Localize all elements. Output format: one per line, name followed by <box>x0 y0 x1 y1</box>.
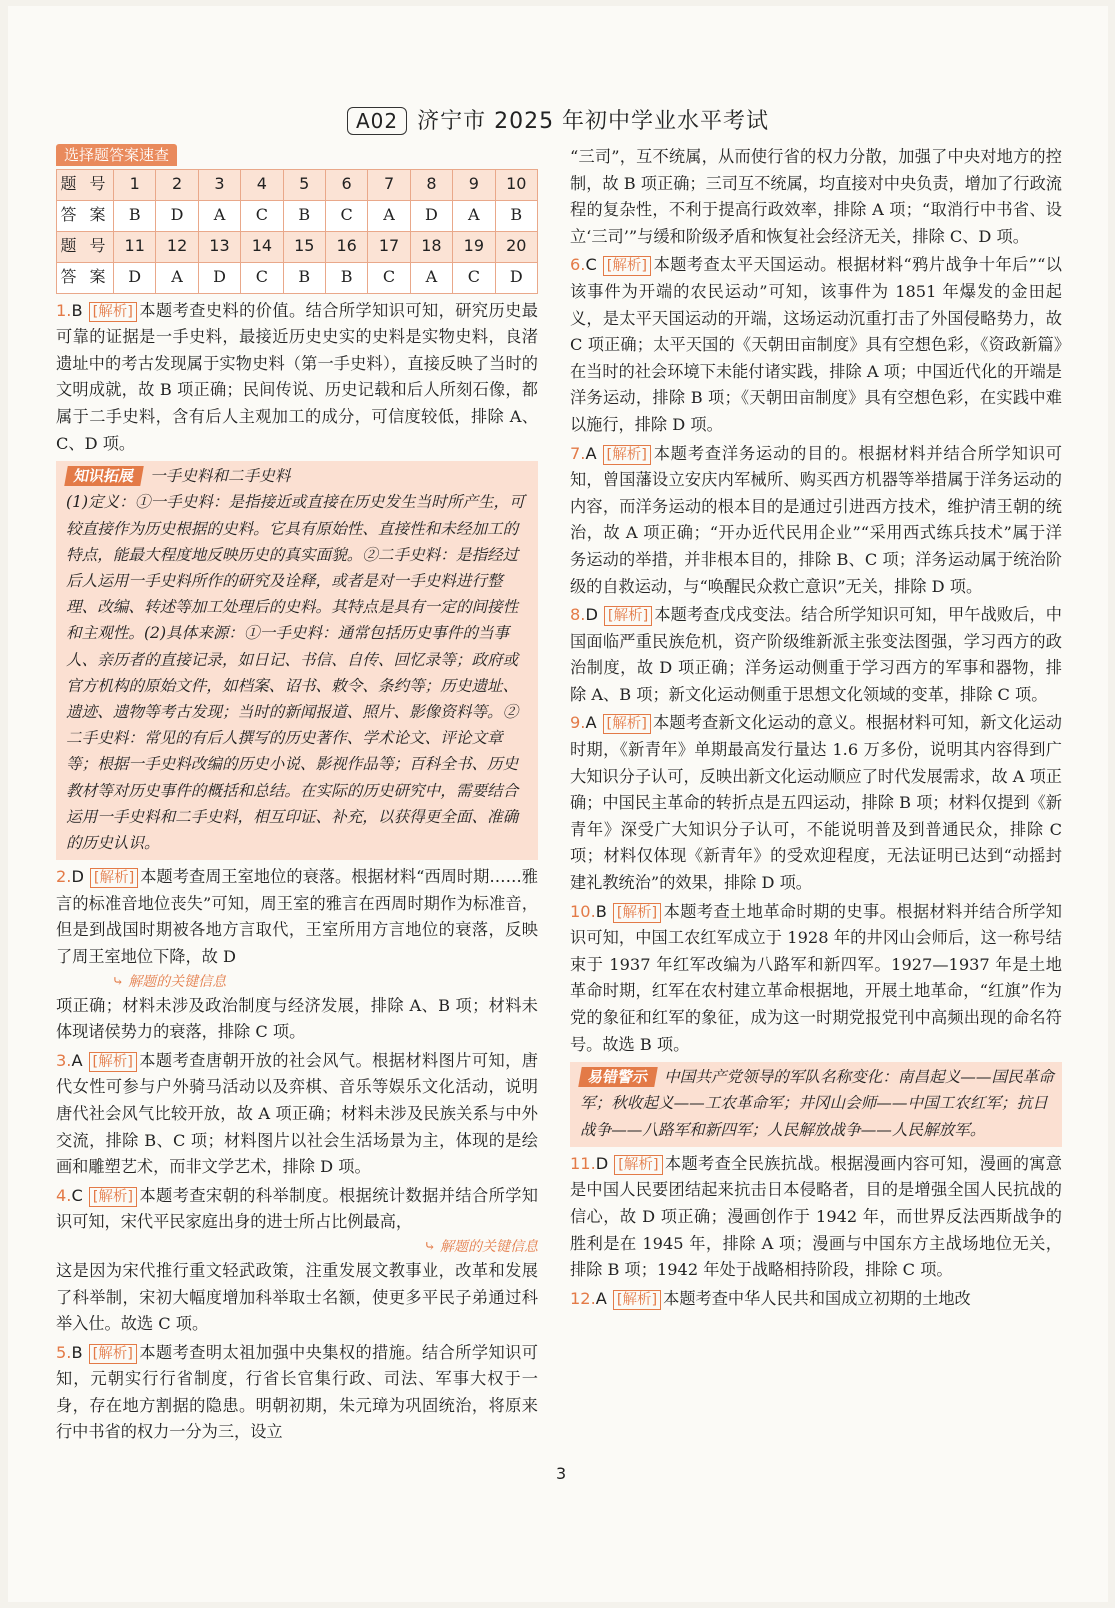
answer-letter: A <box>585 443 597 463</box>
table-cell: A <box>453 200 495 231</box>
answer-table <box>56 169 538 294</box>
item-number: 6. <box>570 255 586 275</box>
analysis-text-cont: 这是因为宋代推行重文轻武政策，注重发展文教事业，改革和发展了科举制，宋初大幅度增加科举取士名额，使更多平民子弟通过科举入仕。故选 C 项。 <box>56 1260 538 1334</box>
table-cell: A <box>410 262 452 293</box>
table-cell: C <box>325 200 367 231</box>
item-number: 9. <box>570 713 586 733</box>
paper-code-badge: A02 <box>347 107 407 135</box>
table-cell: A <box>368 200 410 231</box>
table-cell: C <box>241 200 283 231</box>
q-label: 题 号 <box>57 169 114 200</box>
answer-item-3 <box>56 1048 538 1181</box>
table-cell: 1 <box>114 169 156 200</box>
answer-item-2 <box>56 864 538 1046</box>
answer-letter: A <box>71 1050 83 1070</box>
table-cell: 8 <box>410 169 452 200</box>
analysis-text: 本题考查史料的价值。结合所学知识可知，研究历史最可靠的证据是一手史料，最接近历史史实的史料是实物史料，良渚遗址中的考古发现属于实物史料（第一手史料），直接反映了当时的文明成就，故 B 项正确；民间传说、历史记载和后人所刻石像，都属于二手史料，含有后人主观加工的成分，可信度较低，排除 A、C、D 项。 <box>56 300 538 453</box>
knowledge-box <box>56 461 538 860</box>
item-number: 10. <box>570 901 596 921</box>
box-heading: 易错警示 <box>578 1067 658 1087</box>
left-column <box>56 142 538 1446</box>
table-cell: A <box>198 200 240 231</box>
analysis-text: 本题考查戊戌变法。结合所学知识可知，甲午战败后，中国面临严重民族危机，资产阶级维新派主张变法图强，学习西方的政治制度，故 D 项正确；洋务运动侧重于学习西方的军事和器物，排除 A、B 项；新文化运动侧重于思想文化领域的变革，排除 C 项。 <box>570 605 1062 704</box>
paper-title: 济宁市 2025 年初中学业水平考试 <box>417 109 770 134</box>
table-cell: 2 <box>156 169 198 200</box>
box-title: 一手史料和二手史料 <box>150 467 291 486</box>
table-cell: 9 <box>453 169 495 200</box>
answer-item-7 <box>570 441 1062 601</box>
item-number: 3. <box>56 1050 72 1070</box>
answer-letter: B <box>71 300 83 320</box>
table-cell: C <box>241 262 283 293</box>
analysis-tag: [解析] <box>89 1187 137 1207</box>
answer-item-8 <box>570 602 1062 708</box>
key-info-note: ⤷ 解题的关键信息 <box>423 1238 538 1255</box>
right-column <box>570 142 1062 1312</box>
answer-item-1 <box>56 298 538 458</box>
table-cell: C <box>453 262 495 293</box>
analysis-text: 本题考查全民族抗战。根据漫画内容可知，漫画的寓意是中国人民要团结起来抗击日本侵略者，目的是增强全国人民抗战的信心，故 D 项正确；漫画创作于 1942 年，而世界反法西斯战争的胜利是在 1945 年，排除 A 项；漫画与中国东方主战场地位无关，排除 B 项；1942 年处于战略相持阶段，排除 C 项。 <box>570 1153 1062 1280</box>
analysis-text: 本题考查明太祖加强中央集权的措施。结合所学知识可知，元朝实行行省制度，行省长官集行政、司法、军事大权于一身，存在地方割据的隐患。明朝初期，朱元璋为巩固统治，将原来行中书省的权力一分为三，设立 <box>56 1342 538 1442</box>
table-cell: 6 <box>325 169 367 200</box>
page-header <box>8 104 1108 135</box>
q-label: 题 号 <box>57 231 114 262</box>
analysis-tag: [解析] <box>89 1344 137 1364</box>
table-row <box>57 231 538 262</box>
answer-letter: D <box>595 1153 609 1173</box>
analysis-text: 本题考查唐朝开放的社会风气。根据材料图片可知，唐代女性可参与户外骑马活动以及弈棋、音乐等娱乐文化活动，说明唐代社会风气比较开放，故 A 项正确；材料未涉及民族关系与中外交流，排除 B、C 项；材料图片以社会生活场景为主，体现的是绘画和雕塑艺术，而非文学艺术，排除 D 项。 <box>56 1050 538 1177</box>
answer-item-11 <box>570 1151 1062 1284</box>
table-cell: 10 <box>495 169 537 200</box>
table-row <box>57 262 538 293</box>
page-sheet <box>8 6 1108 1602</box>
mistake-warning-box <box>570 1062 1062 1147</box>
table-cell: 4 <box>241 169 283 200</box>
item-number: 11. <box>570 1153 596 1173</box>
answer-letter: C <box>585 255 597 275</box>
item-number: 5. <box>56 1342 72 1362</box>
table-cell: B <box>283 262 325 293</box>
answer-letter: B <box>71 1342 83 1362</box>
table-cell: A <box>156 262 198 293</box>
table-cell: 16 <box>325 231 367 262</box>
table-cell: 11 <box>114 231 156 262</box>
answer-item-9 <box>570 710 1062 896</box>
answer-letter: B <box>595 901 607 921</box>
analysis-tag: [解析] <box>613 1290 661 1310</box>
a-label: 答 案 <box>57 200 114 231</box>
analysis-text: 本题考查宋朝的科举制度。根据统计数据并结合所学知识可知，宋代平民家庭出身的进士所占比例最高， <box>56 1185 538 1232</box>
table-cell: B <box>114 200 156 231</box>
key-info-note: ⤷ 解题的关键信息 <box>56 973 227 990</box>
item-number: 8. <box>570 605 586 625</box>
table-row <box>57 169 538 200</box>
item-number: 2. <box>56 867 72 887</box>
table-cell: 13 <box>198 231 240 262</box>
answer-item-10 <box>570 899 1062 1059</box>
table-row <box>57 200 538 231</box>
item-number: 1. <box>56 300 72 320</box>
box-text: 中国共产党领导的军队名称变化：南昌起义——国民革命军；秋收起义——工农革命军；井冈山会师——中国工农红军；抗日战争——八路军和新四军；人民解放战争——人民解放军。 <box>580 1068 1054 1139</box>
box-text: (1)定义：①一手史料：是指接近或直接在历史发生当时所产生，可较直接作为历史根据的史料。它具有原始性、直接性和未经加工的特点，能最大程度地反映历史的真实面貌。②二手史料：是指经过后人运用一手史料所作的研究及诠释，或者是对一手史料进行整理、改编、转述等加工处理后的史料。其特点是具有一定的间接性和主观性。(2)具体来源：①一手史料：通常包括历史事件的当事人、亲历者的直接记录，如日记、书信、自传、回忆录等；政府或官方机构的原始文件，如档案、诏书、敕令、条约等；历史遗址、遗迹、遗物等考古发现；当时的新闻报道、照片、影像资料等。②二手史料：常见的有后人撰写的历史著作、学术论文、评论文章等；根据一手史料改编的历史小说、影视作品等；百科全书、历史教材等对历史事件的概括和总结。在实际的历史研究中，需要结合运用一手史料和二手史料，相互印证、补充，以获得更全面、准确的历史认识。 <box>66 493 525 852</box>
answer-item-6 <box>570 252 1062 438</box>
table-cell: 14 <box>241 231 283 262</box>
table-cell: 20 <box>495 231 537 262</box>
analysis-text: 本题考查太平天国运动。根据材料“鸦片战争十年后”“以该事件为开端的农民运动”可知，该事件为 1851 年爆发的金田起义，是太平天国运动的开端，这场运动沉重打击了外国侵略势力，故 C 项正确；太平天国的《天朝田亩制度》具有空想色彩，《资政新篇》在当时的社会环境下未能付诸实践，排除 A 项；中国近代化的开端是洋务运动，排除 B 项；《天朝田亩制度》具有空想色彩，在实践中难以施行，排除 D 项。 <box>570 255 1062 434</box>
analysis-text: 本题考查新文化运动的意义。根据材料可知，新文化运动时期，《新青年》单期最高发行量达 1.6 万多份，说明其内容得到广大知识分子认可，反映出新文化运动顺应了时代发展需求，故 A 项正确；中国民主革命的转折点是五四运动，排除 B 项；材料仅提到《新青年》深受广大知识分子认可，不能说明普及到普通民众，排除 C 项；材料仅体现《新青年》的受欢迎程度，无法证明已达到“动摇封建礼教统治”的效果，排除 D 项。 <box>570 713 1062 893</box>
table-cell: 18 <box>410 231 452 262</box>
table-cell: B <box>325 262 367 293</box>
analysis-tag: [解析] <box>604 606 652 626</box>
note-text: 解题的关键信息 <box>440 1238 538 1255</box>
table-cell: D <box>198 262 240 293</box>
table-cell: 19 <box>453 231 495 262</box>
table-cell: 3 <box>198 169 240 200</box>
analysis-tag: [解析] <box>603 714 651 734</box>
analysis-tag: [解析] <box>89 302 137 322</box>
answer-letter: A <box>585 713 597 733</box>
analysis-text-cont: 项正确；材料未涉及政治制度与经济发展，排除 A、B 项；材料未体现诸侯势力的衰落，排除 C 项。 <box>56 995 538 1042</box>
table-cell: D <box>156 200 198 231</box>
analysis-text: “三司”，互不统属，从而使行省的权力分散，加强了中央对地方的控制，故 B 项正确；三司互不统属，均直接对中央负责，增加了行政流程的复杂性，不利于提高行政效率，排除 A 项；“取消行中书省、设立‘三司’”与缓和阶级矛盾和恢复社会经济无关，排除 C、D 项。 <box>570 147 1062 246</box>
answer-item-12 <box>570 1286 1062 1313</box>
table-cell: 5 <box>283 169 325 200</box>
analysis-text: 本题考查洋务运动的目的。根据材料并结合所学知识可知，曾国藩设立安庆内军械所、购买西方机器等举措属于洋务运动的内容，而洋务运动的根本目的是通过引进西方技术，维护清王朝的统治，故 A 项正确；“开办近代民用企业”“采用西式练兵技术”属于洋务运动的举措，并非根本目的，排除 B、C 项；洋务运动属于统治阶级的自救运动，与“唤醒民众救亡意识”无关，排除 D 项。 <box>570 443 1062 596</box>
box-heading: 知识拓展 <box>64 466 144 486</box>
table-cell: B <box>495 200 537 231</box>
analysis-tag: [解析] <box>89 1052 137 1072</box>
answer-item-5 <box>56 1340 538 1446</box>
answer-letter: C <box>71 1185 83 1205</box>
table-cell: D <box>495 262 537 293</box>
table-cell: 7 <box>368 169 410 200</box>
analysis-tag: [解析] <box>613 903 661 923</box>
table-cell: D <box>114 262 156 293</box>
analysis-tag: [解析] <box>603 445 651 465</box>
item-number: 4. <box>56 1185 72 1205</box>
answer-table-title: 选择题答案速查 <box>56 144 177 166</box>
table-cell: D <box>410 200 452 231</box>
answer-letter: D <box>71 867 84 887</box>
analysis-text: 本题考查中华人民共和国成立初期的土地改 <box>663 1288 971 1308</box>
item-number: 12. <box>570 1288 596 1308</box>
analysis-tag: [解析] <box>614 1155 662 1175</box>
table-cell: 15 <box>283 231 325 262</box>
table-cell: C <box>368 262 410 293</box>
answer-item-4 <box>56 1183 538 1338</box>
analysis-tag: [解析] <box>90 868 138 888</box>
table-cell: 17 <box>368 231 410 262</box>
table-cell: 12 <box>156 231 198 262</box>
page-number: 3 <box>556 1464 567 1483</box>
item-number: 7. <box>570 443 586 463</box>
note-text: 解题的关键信息 <box>128 973 227 990</box>
answer-letter: D <box>585 605 598 625</box>
analysis-text: 本题考查周王室地位的衰落。根据材料“西周时期……雅言的标准音地位丧失”可知，周王室的雅言在西周时期作为标准音，但是到战国时期被各地方言取代，王室所用方言地位的衰落，反映了周王室地位下降，故 D <box>56 867 538 966</box>
analysis-tag: [解析] <box>603 256 651 276</box>
analysis-text: 本题考查土地革命时期的史事。根据材料并结合所学知识可知，中国工农红军成立于 1928 年的井冈山会师后，这一称号结束于 1937 年红军改编为八路军和新四军。1927—1937 年是土地革命时期，红军在农村建立革命根据地，开展土地革命，“红旗”作为党的象征和红军的象征，成为这一时期党报党刊中高频出现的命名符号。故选 B 项。 <box>570 901 1062 1054</box>
a-label: 答 案 <box>57 262 114 293</box>
table-cell: B <box>283 200 325 231</box>
answer-item-5-cont <box>570 144 1062 250</box>
answer-letter: A <box>595 1288 607 1308</box>
